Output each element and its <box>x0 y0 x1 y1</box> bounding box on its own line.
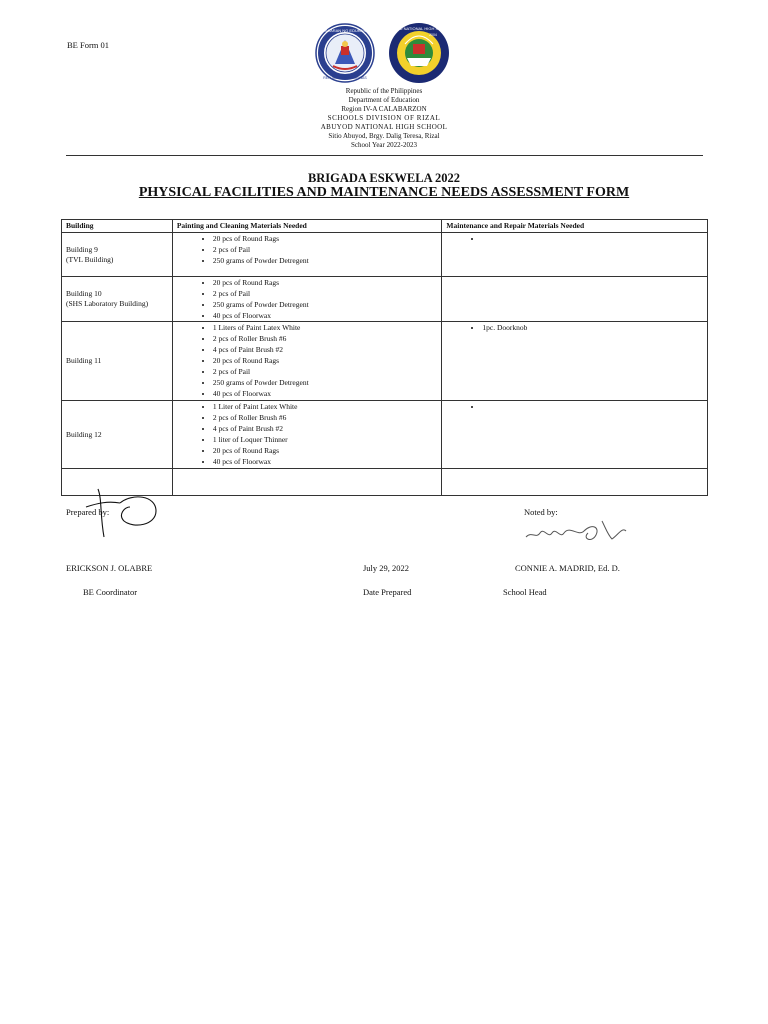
list-item: • 20 pcs of Round Rags <box>213 445 442 456</box>
header-divider <box>66 155 703 156</box>
painting-materials-list <box>177 233 442 266</box>
table-row <box>62 233 708 277</box>
list-item: • 250 grams of Powder Detregent <box>213 377 442 388</box>
school-seal-logo <box>386 23 453 83</box>
noted-by-label: Noted by: <box>524 507 558 517</box>
school-seal-year: 2004 <box>429 33 437 37</box>
list-item: • 2 pcs of Pail <box>213 288 442 299</box>
school-head-signature <box>522 517 632 547</box>
deped-seal-logo <box>315 24 374 82</box>
list-item: • 20 pcs of Round Rags <box>213 233 442 244</box>
building-name: Building 12 <box>66 429 102 439</box>
list-item: • 4 pcs of Paint Brush #2 <box>213 344 442 355</box>
address-line: Sitio Abuyod, Brgy. Dalig Teresa, Rizal <box>328 132 440 140</box>
table-row <box>62 277 708 322</box>
building-name: Building 10 <box>66 289 102 298</box>
form-code: BE Form 01 <box>67 40 110 50</box>
maintenance-materials-cell <box>442 469 708 496</box>
maintenance-materials-cell <box>442 277 708 322</box>
building-name: Building 11 <box>66 356 102 365</box>
building-description: (SHS Laboratory Building) <box>66 299 149 308</box>
list-item: • 2 pcs of Roller Brush #6 <box>213 333 442 344</box>
painting-materials-cell <box>172 277 442 322</box>
painting-materials-list <box>177 401 442 467</box>
building-cell <box>62 233 173 277</box>
deped-seal-bottom-text: REPUBLIKA NG PILIPINAS <box>323 76 367 80</box>
school-seal-text: ABUYOD NATIONAL HIGH SCHOOL <box>385 26 453 31</box>
table-header-row <box>62 220 708 233</box>
list-item: • 40 pcs of Floorwax <box>213 388 442 399</box>
school-year-line: School Year 2022-2023 <box>351 141 417 149</box>
list-item: • 2 pcs of Pail <box>213 244 442 255</box>
table-row <box>62 322 708 401</box>
list-item: • 1pc. Doorknob <box>482 322 707 333</box>
building-description: (TVL Building) <box>66 254 114 264</box>
list-item: • 2 pcs of Pail <box>213 366 442 377</box>
maintenance-materials-list <box>446 233 707 244</box>
division-line: SCHOOLS DIVISION OF RIZAL <box>327 114 441 122</box>
school-line: ABUYOD NATIONAL HIGH SCHOOL <box>320 123 448 131</box>
painting-materials-cell <box>172 401 442 469</box>
form-subtitle: PHYSICAL FACILITIES AND MAINTENANCE NEEDS ASSESSMENT FORM <box>138 185 630 200</box>
building-name: Building 9 <box>66 244 98 254</box>
list-item: • 40 pcs of Floorwax <box>213 310 442 321</box>
list-item: • 20 pcs of Round Rags <box>213 277 442 288</box>
region-line: Region IV-A CALABARZON <box>341 105 427 113</box>
maintenance-materials-cell <box>442 322 708 401</box>
maintenance-materials-list <box>446 401 707 412</box>
letterhead <box>0 87 768 150</box>
list-item: • 250 grams of Powder Detregent <box>213 299 442 310</box>
republic-line: Republic of the Philippines <box>345 87 423 95</box>
list-item: • 40 pcs of Floorwax <box>213 456 442 467</box>
deped-seal-top-text: KAGAWARAN NG EDUKASYON <box>315 28 375 33</box>
list-item <box>482 401 707 412</box>
preparer-title: BE Coordinator <box>83 587 138 597</box>
list-item: • 1 liter of Loquer Thinner <box>213 434 442 445</box>
painting-materials-list <box>177 277 442 321</box>
painting-materials-cell <box>172 322 442 401</box>
table-row <box>62 401 708 469</box>
school-head-title: School Head <box>503 587 547 597</box>
painting-materials-list <box>177 322 442 399</box>
list-item <box>482 233 707 244</box>
list-item: • 1 Liter of Paint Latex White <box>213 401 442 412</box>
date-prepared-value: July 29, 2022 <box>363 563 410 573</box>
list-item: • 1 Liters of Paint Latex White <box>213 322 442 333</box>
building-cell <box>62 277 173 322</box>
preparer-name: ERICKSON J. OLABRE <box>66 563 153 573</box>
painting-materials-cell <box>172 469 442 496</box>
school-head-name: CONNIE A. MADRID, Ed. D. <box>515 563 620 573</box>
column-header-building: Building <box>62 220 173 233</box>
list-item: • 2 pcs of Roller Brush #6 <box>213 412 442 423</box>
maintenance-materials-cell <box>442 233 708 277</box>
department-line: Department of Education <box>348 96 420 104</box>
date-prepared-label: Date Prepared <box>363 587 412 597</box>
list-item: • 250 grams of Powder Detregent <box>213 255 442 266</box>
prepared-by-label: Prepared by: <box>66 507 110 517</box>
building-cell <box>62 322 173 401</box>
maintenance-materials-cell <box>442 401 708 469</box>
header-logos <box>313 22 453 84</box>
maintenance-materials-list <box>446 322 707 333</box>
form-title: BRIGADA ESKWELA 2022 <box>307 171 461 185</box>
needs-assessment-table <box>61 219 708 496</box>
column-header-maintenance: Maintenance and Repair Materials Needed <box>442 220 708 233</box>
table-body <box>62 233 708 496</box>
list-item: • 20 pcs of Round Rags <box>213 355 442 366</box>
building-cell <box>62 401 173 469</box>
painting-materials-cell <box>172 233 442 277</box>
list-item: • 4 pcs of Paint Brush #2 <box>213 423 442 434</box>
column-header-painting: Painting and Cleaning Materials Needed <box>172 220 442 233</box>
